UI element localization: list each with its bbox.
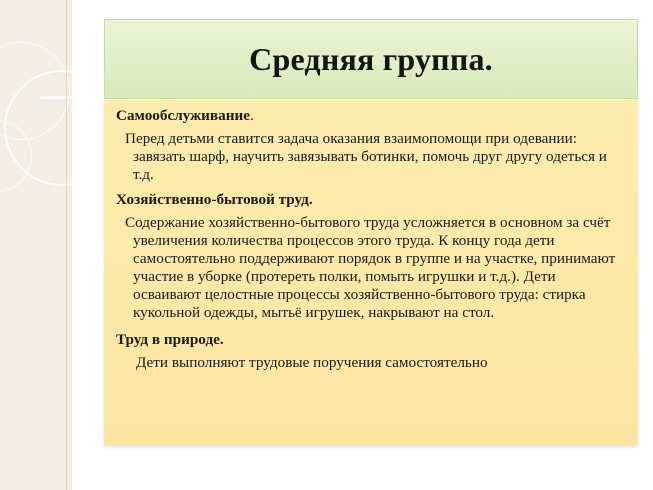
section-text-self-service: [116, 130, 620, 184]
section-heading-punct: .: [249, 107, 254, 124]
slide-title-banner: [104, 19, 638, 99]
section-heading-text: Хозяйственно-бытовой труд.: [116, 191, 313, 208]
decorative-line: [40, 96, 72, 99]
section-text-nature-work: [116, 354, 620, 372]
section-text: Содержание хозяйственно-бытового труда усложняется в основном за счёт увеличения количества процессов этого труда. К концу года дети самостоятельно поддерживают порядок в группе и на участке, принимают участие в уборке (протереть полки, помыть игрушки и т.д.). Дети осваивают целостные процессы хозяйственно-бытового труда: стирка кукольной одежды, мытьё игрушек, накрывают на стол.: [125, 214, 616, 321]
slide-title: Средняя группа.: [249, 40, 493, 77]
section-heading-self-service: [116, 107, 620, 125]
strip-edge-line: [66, 0, 67, 490]
section-text: Дети выполняют трудовые поручения самостоятельно: [136, 354, 488, 371]
section-text: Перед детьми ставится задача оказания взаимопомощи при одевании: завязать шарф, научить завязывать ботинки, помочь друг другу одеться и т.д.: [125, 130, 607, 183]
section-heading-nature-work: [116, 331, 620, 349]
slide-content-panel: [104, 100, 638, 445]
decorative-side-strip: [0, 0, 72, 490]
section-text-household-work: [116, 214, 620, 322]
section-heading-text: Труд в природе.: [116, 331, 224, 348]
section-heading-text: Самообслуживание: [116, 107, 250, 124]
section-heading-household-work: [116, 191, 620, 209]
